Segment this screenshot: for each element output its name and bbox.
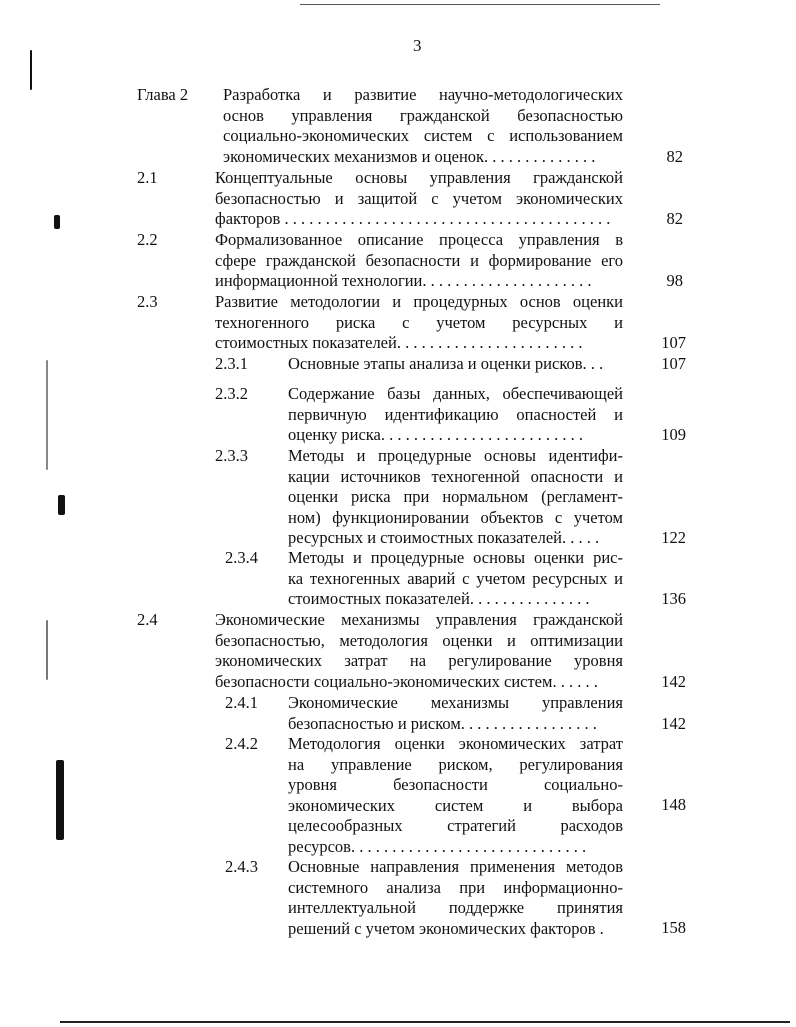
- entry-page: 142: [661, 714, 686, 733]
- entry-page: 122: [661, 528, 686, 547]
- entry-title: Формализованное описание процесса управления в сфере гражданской безопасности и формирование его информационной технологии. . . . . . . . . . . . . . . . . . . . .: [215, 230, 623, 291]
- entry-page: 136: [661, 589, 686, 608]
- entry-number: 2.3.3: [215, 446, 248, 465]
- entry-page: 142: [661, 672, 686, 691]
- scan-binding-marks: [28, 40, 68, 1000]
- entry-page: 82: [666, 147, 683, 166]
- entry-page: 148: [661, 795, 686, 814]
- entry-title: Методы и процедурные основы идентифи- кации источников техногенной опасности и оценки риска при нормальном (регламент- ном) функционировании объектов с учетом ресурсных и стоимостных показателей. . . . .: [288, 446, 623, 548]
- entry-title: Содержание базы данных, обеспечивающей первичную идентификацию опасностей и оценку риска. . . . . . . . . . . . . . . . . . . . . . . . .: [288, 384, 623, 445]
- entry-page: 158: [661, 918, 686, 937]
- entry-number: 2.3.1: [215, 354, 248, 373]
- entry-title: Основные направления применения методов системного анализа при информационно- интеллектуальной поддержке принятия решений с учетом экономических факторов .: [288, 857, 623, 938]
- entry-number: 2.3.4: [225, 548, 258, 567]
- entry-title: Экономические механизмы управления гражданской безопасностью, методология оценки и оптимизации экономических затрат на регулирование уровня безопасности социально-экономических систем. . . . . .: [215, 610, 623, 691]
- entry-page: 107: [661, 333, 686, 352]
- entry-number: 2.4.1: [225, 693, 258, 712]
- entry-page: 107: [661, 354, 686, 373]
- entry-title: Основные этапы анализа и оценки рисков. . .: [288, 354, 604, 373]
- entry-title: Методы и процедурные основы оценки рис- ка техногенных аварий с учетом ресурсных и стоимостных показателей. . . . . . . . . . . . . . .: [288, 548, 623, 609]
- entry-title: Методология оценки экономических затрат на управление риском, регулирования уровня безопасности социально- экономических систем и выбора целесообразных стратегий расходов ресурсов. . . . . . . . . . . . . . . . . . . . . . . . . . . . .: [288, 734, 623, 856]
- entry-number: 2.2: [137, 230, 158, 249]
- entry-title: Экономические механизмы управления безопасностью и риском. . . . . . . . . . . . . . . . .: [288, 693, 623, 733]
- entry-title: Развитие методологии и процедурных основ оценки техногенного риска с учетом ресурсных и стоимостных показателей. . . . . . . . . . . . . . . . . . . . . . .: [215, 292, 623, 353]
- entry-page: 82: [666, 209, 683, 228]
- entry-number: 2.4: [137, 610, 158, 629]
- entry-number: 2.3: [137, 292, 158, 311]
- entry-title: Разработка и развитие научно-методологических основ управления гражданской безопасностью социально-экономических систем с использованием экономических механизмов и оценок. . . . . . . . . . . . . .: [223, 85, 623, 166]
- scan-edge-bottom: [60, 1021, 790, 1023]
- entry-number: 2.1: [137, 168, 158, 187]
- entry-page: 98: [666, 271, 683, 290]
- entry-title: Концептуальные основы управления гражданской безопасностью и защитой с учетом экономических факторов . . . . . . . . . . . . . . . . . . . . . . . . . . . . . . . . . . . . . . . .: [215, 168, 623, 229]
- page-number: 3: [413, 36, 422, 55]
- entry-page: 109: [661, 425, 686, 444]
- entry-number: 2.4.2: [225, 734, 258, 753]
- entry-number: 2.4.3: [225, 857, 258, 876]
- entry-number: Глава 2: [137, 85, 189, 104]
- scan-edge-top: [300, 4, 660, 5]
- entry-number: 2.3.2: [215, 384, 248, 403]
